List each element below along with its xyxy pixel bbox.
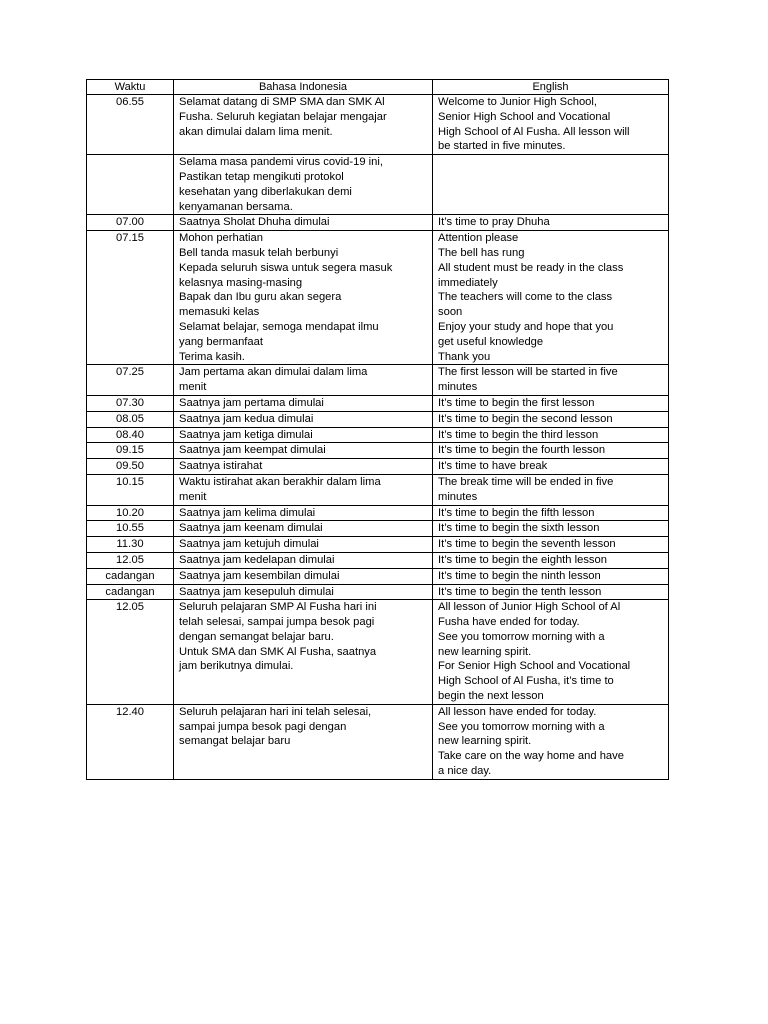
- table-row: [87, 584, 669, 600]
- english-cell: It’s time to begin the ninth lesson: [433, 568, 669, 584]
- time-cell: 08.40: [87, 427, 174, 443]
- indonesian-cell: Seluruh pelajaran hari ini telah selesai, sampai jumpa besok pagi dengan semangat belajar baru: [174, 704, 433, 779]
- indonesian-cell: Saatnya jam kedua dimulai: [174, 411, 433, 427]
- indonesian-cell: Saatnya jam kesembilan dimulai: [174, 568, 433, 584]
- english-cell: It’s time to begin the tenth lesson: [433, 584, 669, 600]
- table-row: [87, 521, 669, 537]
- english-cell: Attention please The bell has rung All student must be ready in the class immediately The teachers will come to the class soon Enjoy your study and hope that you get useful knowledge Thank you: [433, 231, 669, 365]
- english-cell: Welcome to Junior High School, Senior High School and Vocational High School of Al Fusha. All lesson will be started in five minutes.: [433, 95, 669, 155]
- indonesian-cell: Saatnya jam kedelapan dimulai: [174, 552, 433, 568]
- time-cell: 10.15: [87, 474, 174, 505]
- table-row: [87, 568, 669, 584]
- english-cell: It’s time to begin the fourth lesson: [433, 443, 669, 459]
- time-cell: 12.05: [87, 552, 174, 568]
- english-cell: It’s time to pray Dhuha: [433, 215, 669, 231]
- table-row: [87, 411, 669, 427]
- indonesian-cell: Saatnya jam kesepuluh dimulai: [174, 584, 433, 600]
- english-cell: It’s time to begin the third lesson: [433, 427, 669, 443]
- time-cell: cadangan: [87, 568, 174, 584]
- time-cell: 11.30: [87, 537, 174, 553]
- header-english: English: [433, 80, 669, 95]
- english-cell: [433, 155, 669, 215]
- time-cell: 12.40: [87, 704, 174, 779]
- indonesian-cell: Saatnya jam kelima dimulai: [174, 505, 433, 521]
- indonesian-cell: Saatnya Sholat Dhuha dimulai: [174, 215, 433, 231]
- table-row: [87, 427, 669, 443]
- table-row: [87, 215, 669, 231]
- english-cell: It’s time to begin the first lesson: [433, 395, 669, 411]
- indonesian-cell: Mohon perhatian Bell tanda masuk telah berbunyi Kepada seluruh siswa untuk segera masuk kelasnya masing-masing Bapak dan Ibu guru akan segera memasuki kelas Selamat belajar, semoga mendapat ilmu yang bermanfaat Terima kasih.: [174, 231, 433, 365]
- table-header-row: [87, 80, 669, 95]
- table-row: [87, 537, 669, 553]
- header-time: Waktu: [87, 80, 174, 95]
- header-indonesian: Bahasa Indonesia: [174, 80, 433, 95]
- time-cell: 09.50: [87, 459, 174, 475]
- indonesian-cell: Selama masa pandemi virus covid-19 ini, Pastikan tetap mengikuti protokol kesehatan yang diberlakukan demi kenyamanan bersama.: [174, 155, 433, 215]
- table-row: [87, 552, 669, 568]
- english-cell: The first lesson will be started in five minutes: [433, 365, 669, 396]
- indonesian-cell: Saatnya jam ketujuh dimulai: [174, 537, 433, 553]
- indonesian-cell: Saatnya istirahat: [174, 459, 433, 475]
- time-cell: 07.15: [87, 231, 174, 365]
- time-cell: 07.30: [87, 395, 174, 411]
- table-row: [87, 600, 669, 705]
- time-cell: 08.05: [87, 411, 174, 427]
- english-cell: It’s time to have break: [433, 459, 669, 475]
- time-cell: 06.55: [87, 95, 174, 155]
- indonesian-cell: Jam pertama akan dimulai dalam lima menit: [174, 365, 433, 396]
- indonesian-cell: Selamat datang di SMP SMA dan SMK Al Fusha. Seluruh kegiatan belajar mengajar akan dimulai dalam lima menit.: [174, 95, 433, 155]
- time-cell: 09.15: [87, 443, 174, 459]
- indonesian-cell: Saatnya jam keempat dimulai: [174, 443, 433, 459]
- table-row: [87, 231, 669, 365]
- table-row: [87, 365, 669, 396]
- english-cell: All lesson of Junior High School of Al Fusha have ended for today. See you tomorrow morning with a new learning spirit. For Senior High School and Vocational High School of Al Fusha, it’s time to begin the next lesson: [433, 600, 669, 705]
- time-cell: 10.20: [87, 505, 174, 521]
- time-cell: 10.55: [87, 521, 174, 537]
- indonesian-cell: Saatnya jam pertama dimulai: [174, 395, 433, 411]
- table-row: [87, 395, 669, 411]
- time-cell: 12.05: [87, 600, 174, 705]
- table-row: [87, 95, 669, 155]
- english-cell: The break time will be ended in five minutes: [433, 474, 669, 505]
- time-cell: [87, 155, 174, 215]
- english-cell: It’s time to begin the eighth lesson: [433, 552, 669, 568]
- time-cell: 07.25: [87, 365, 174, 396]
- english-cell: It’s time to begin the sixth lesson: [433, 521, 669, 537]
- table-row: [87, 474, 669, 505]
- indonesian-cell: Saatnya jam ketiga dimulai: [174, 427, 433, 443]
- english-cell: It’s time to begin the seventh lesson: [433, 537, 669, 553]
- table-row: [87, 459, 669, 475]
- indonesian-cell: Waktu istirahat akan berakhir dalam lima menit: [174, 474, 433, 505]
- time-cell: cadangan: [87, 584, 174, 600]
- indonesian-cell: Saatnya jam keenam dimulai: [174, 521, 433, 537]
- english-cell: All lesson have ended for today. See you tomorrow morning with a new learning spirit. Take care on the way home and have a nice day.: [433, 704, 669, 779]
- table-row: [87, 443, 669, 459]
- english-cell: It’s time to begin the fifth lesson: [433, 505, 669, 521]
- bell-schedule-table: [86, 79, 669, 780]
- english-cell: It’s time to begin the second lesson: [433, 411, 669, 427]
- table-row: [87, 155, 669, 215]
- table-row: [87, 505, 669, 521]
- indonesian-cell: Seluruh pelajaran SMP Al Fusha hari ini telah selesai, sampai jumpa besok pagi dengan semangat belajar baru. Untuk SMA dan SMK Al Fusha, saatnya jam berikutnya dimulai.: [174, 600, 433, 705]
- table-row: [87, 704, 669, 779]
- time-cell: 07.00: [87, 215, 174, 231]
